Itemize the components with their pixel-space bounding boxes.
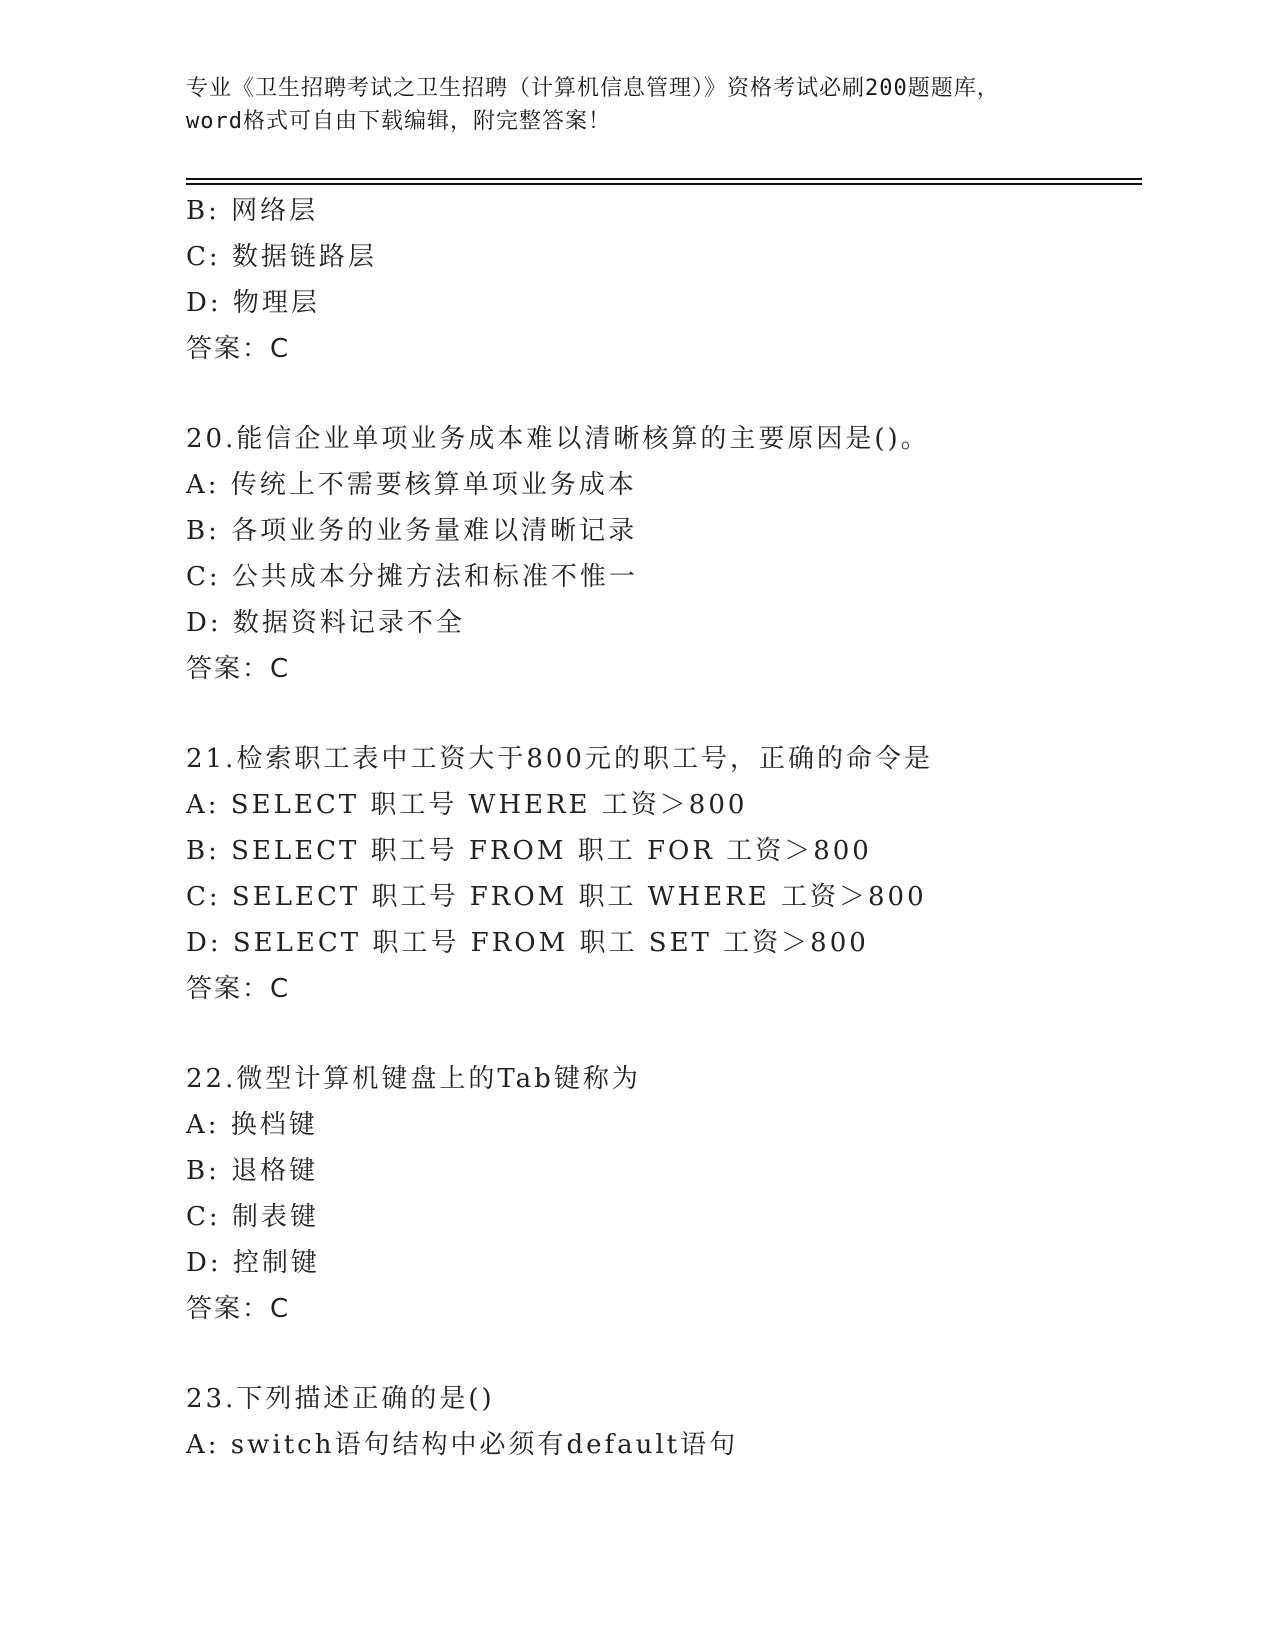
option-c: C: 数据链路层 — [186, 242, 377, 272]
question-block — [186, 1376, 1142, 1468]
answer-line: 答案：C — [186, 1294, 291, 1324]
option-a: A: SELECT 职工号 WHERE 工资＞800 — [186, 790, 748, 820]
option-d: D: 物理层 — [186, 288, 320, 318]
question-list — [186, 188, 1142, 1468]
option-d: D: 数据资料记录不全 — [186, 608, 465, 638]
question-block — [186, 736, 1142, 1012]
question-block — [186, 416, 1142, 692]
question-block — [186, 1056, 1142, 1332]
option-b: B: 各项业务的业务量难以清晰记录 — [186, 516, 638, 546]
answer-line: 答案：C — [186, 654, 291, 684]
answer-line: 答案：C — [186, 334, 291, 364]
document-header — [186, 72, 1086, 138]
option-d: D: SELECT 职工号 FROM 职工 SET 工资＞800 — [186, 928, 869, 958]
option-b: B: SELECT 职工号 FROM 职工 FOR 工资＞800 — [186, 836, 872, 866]
option-c: C: 制表键 — [186, 1202, 319, 1232]
option-a: A: 换档键 — [186, 1110, 318, 1140]
block-spacer — [186, 372, 1142, 416]
question-block — [186, 188, 1142, 372]
header-line-1: 专业《卫生招聘考试之卫生招聘（计算机信息管理）》资格考试必刷200题题库， — [186, 76, 1000, 101]
option-c: C: SELECT 职工号 FROM 职工 WHERE 工资＞800 — [186, 882, 927, 912]
header-divider-bottom — [186, 183, 1142, 185]
option-a: A: switch语句结构中必须有default语句 — [186, 1430, 739, 1460]
answer-line: 答案：C — [186, 974, 291, 1004]
option-a: A: 传统上不需要核算单项业务成本 — [186, 470, 637, 500]
block-spacer — [186, 1012, 1142, 1056]
option-b: B: 退格键 — [186, 1156, 319, 1186]
question-text: 21.检索职工表中工资大于800元的职工号，正确的命令是 — [186, 744, 933, 774]
option-c: C: 公共成本分摊方法和标准不惟一 — [186, 562, 638, 592]
question-text: 23.下列描述正确的是() — [186, 1384, 495, 1414]
block-spacer — [186, 692, 1142, 736]
option-d: D: 控制键 — [186, 1248, 320, 1278]
question-text: 22.微型计算机键盘上的Tab键称为 — [186, 1064, 641, 1094]
block-spacer — [186, 1332, 1142, 1376]
question-text: 20.能信企业单项业务成本难以清晰核算的主要原因是()。 — [186, 424, 930, 454]
header-divider-top — [186, 178, 1142, 180]
option-b: B: 网络层 — [186, 196, 319, 226]
header-line-2: word格式可自由下载编辑，附完整答案！ — [186, 109, 611, 134]
